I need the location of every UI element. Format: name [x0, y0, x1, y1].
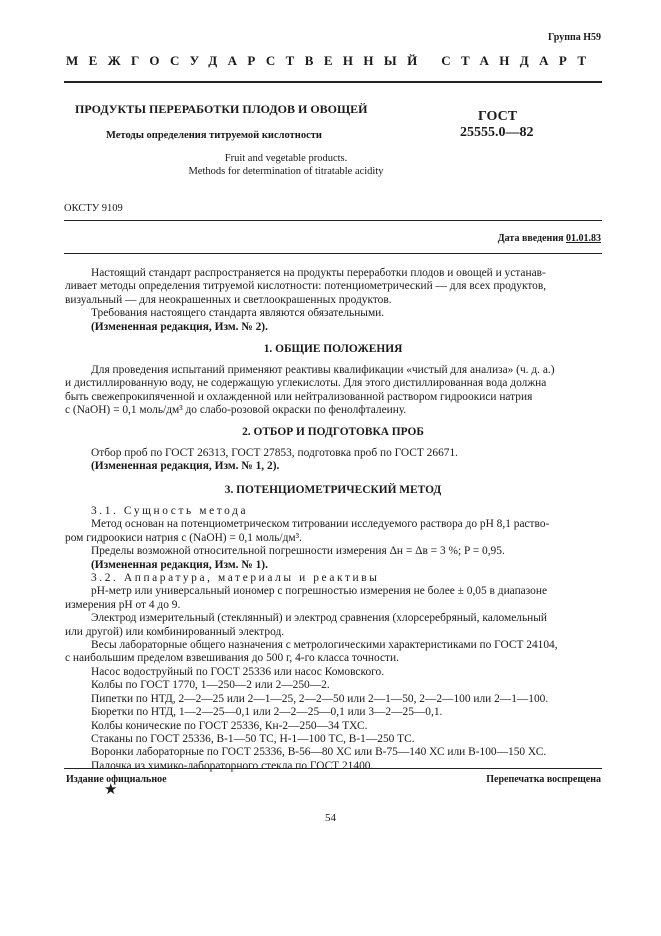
section1-line: быть свежепрокипяченной и охлажденной или нейтрализованной раствором гидроокиси натрия [65, 390, 533, 403]
gost-label: ГОСТ [478, 109, 518, 124]
subsection-3-1-title: 3.1. Сущность метода [91, 505, 249, 517]
section3-line: с наибольшим пределом взвешивания до 500 г, 4-го класса точности. [65, 652, 399, 665]
section1-paragraph [65, 364, 601, 418]
group-label: Группа Н59 [548, 32, 601, 43]
gost-number: 25555.0—82 [460, 125, 534, 140]
page-number: 54 [325, 812, 336, 824]
intro-date [498, 232, 601, 245]
star-icon: ★ [104, 782, 118, 798]
header-rule [64, 81, 602, 83]
section3-line: Колбы по ГОСТ 1770, 1—250—2 или 2—250—2. [91, 679, 330, 692]
section3-paragraph [65, 505, 601, 773]
section3-line: Весы лабораторные общего назначения с метрологическими характеристиками по ГОСТ 24104, [91, 639, 558, 652]
section2-heading: 2. ОТБОР И ПОДГОТОВКА ПРОБ [242, 426, 424, 438]
section3-line: Электрод измерительный (стеклянный) и электрод сравнения (хлорсеребряный, каломельный [91, 612, 548, 625]
section3-line: Палочка из химико-лабораторного стекла по ГОСТ 21400. [91, 759, 374, 772]
section3-line: Стаканы по ГОСТ 25336, В-1—50 ТС, Н-1—100 ТС, В-1—250 ТС. [91, 732, 415, 745]
section2-amendment: (Измененная редакция, Изм. № 1, 2). [91, 460, 280, 473]
section1-line: Для проведения испытаний применяют реактивы квалификации «чистый для анализа» (ч. д. а.) [91, 364, 555, 376]
section1-line: и дистиллированную воду, не содержащую углекислоты. Для этого дистиллированная вода должна [65, 377, 547, 390]
method-title: Методы определения титруемой кислотности [106, 130, 322, 141]
section2-paragraph [65, 447, 601, 474]
section3-line: измерения рН от 4 до 9. [65, 598, 181, 611]
intro-amendment: (Измененная редакция, Изм. № 2). [91, 320, 268, 333]
standard-title: МЕЖГОСУДАРСТВЕННЫЙ СТАНДАРТ [66, 53, 597, 68]
footer-rule [64, 768, 602, 769]
section3-line: Метод основан на потенциометрическом титровании исследуемого раствора до рН 8,1 раство- [91, 518, 550, 531]
intro-paragraph [65, 267, 601, 334]
section1-heading: 1. ОБЩИЕ ПОЛОЖЕНИЯ [263, 343, 403, 355]
english-title-line2: Methods for determination of titratable acidity [188, 166, 384, 177]
section3-line: рН-метр или универсальный иономер с погрешностью измерения не более ± 0,05 в диапазоне [91, 585, 547, 598]
intro-date-rule [64, 253, 602, 254]
section3-amendment: (Измененная редакция, Изм. № 1). [91, 558, 268, 571]
product-title: ПРОДУКТЫ ПЕРЕРАБОТКИ ПЛОДОВ И ОВОЩЕЙ [75, 102, 368, 116]
intro-line: ливает методы определения титруемой кислотности: потенциометрический — для всех продуктов, [65, 280, 547, 293]
section3-heading: 3. ПОТЕНЦИОМЕТРИЧЕСКИЙ МЕТОД [224, 484, 442, 496]
section3-line: или другой) или комбинированный электрод. [65, 625, 285, 638]
okstu-rule [64, 220, 602, 221]
section3-line: Насос водоструйный по ГОСТ 25336 или насос Комовского. [91, 665, 385, 678]
section3-line: Пределы возможной относительной погрешности измерения Δн = Δв = 3 %; P = 0,95. [91, 545, 505, 558]
english-title-line1: Fruit and vegetable products. [224, 153, 348, 164]
section3-line: Пипетки по НТД, 2—2—25 или 2—1—25, 2—2—50 или 2—1—50, 2—2—100 или 2—1—100. [91, 692, 549, 705]
section2-line: Отбор проб по ГОСТ 26313, ГОСТ 27853, подготовка проб по ГОСТ 26671. [91, 447, 459, 459]
english-title [100, 152, 472, 178]
intro-date-value: 01.01.83 [566, 233, 601, 244]
section3-line: ром гидроокиси натрия c (NaOH) = 0,1 моль/дм³. [65, 531, 302, 544]
section3-line: Воронки лабораторные по ГОСТ 25336, В-56—80 ХС или В-75—140 ХС или В-100—150 ХС. [91, 746, 547, 759]
okstu-code: ОКСТУ 9109 [64, 203, 123, 214]
intro-line: визуальный — для неокрашенных и светлоокрашенных продуктов. [65, 293, 392, 306]
edition-label: Издание официальное [66, 774, 167, 785]
section3-line: Бюретки по НТД, 1—2—25—0,1 или 2—2—25—0,1 или 3—2—25—0,1. [91, 706, 443, 719]
subsection-3-2-title: 3.2. Аппаратура, материалы и реактивы [91, 572, 380, 585]
intro-date-label: Дата введения [497, 233, 566, 244]
section3-line: Колбы конические по ГОСТ 25336, Кн-2—250—34 ТХС. [91, 719, 368, 732]
intro-line: Требования настоящего стандарта являются обязательными. [91, 307, 385, 320]
section1-line: c (NaOH) = 0,1 моль/дм³ до слабо-розовой окраски по фенолфталеину. [65, 404, 407, 417]
intro-line: Настоящий стандарт распространяется на продукты переработки плодов и овощей и устанав- [91, 267, 546, 279]
reprint-notice: Перепечатка воспрещена [486, 774, 601, 785]
